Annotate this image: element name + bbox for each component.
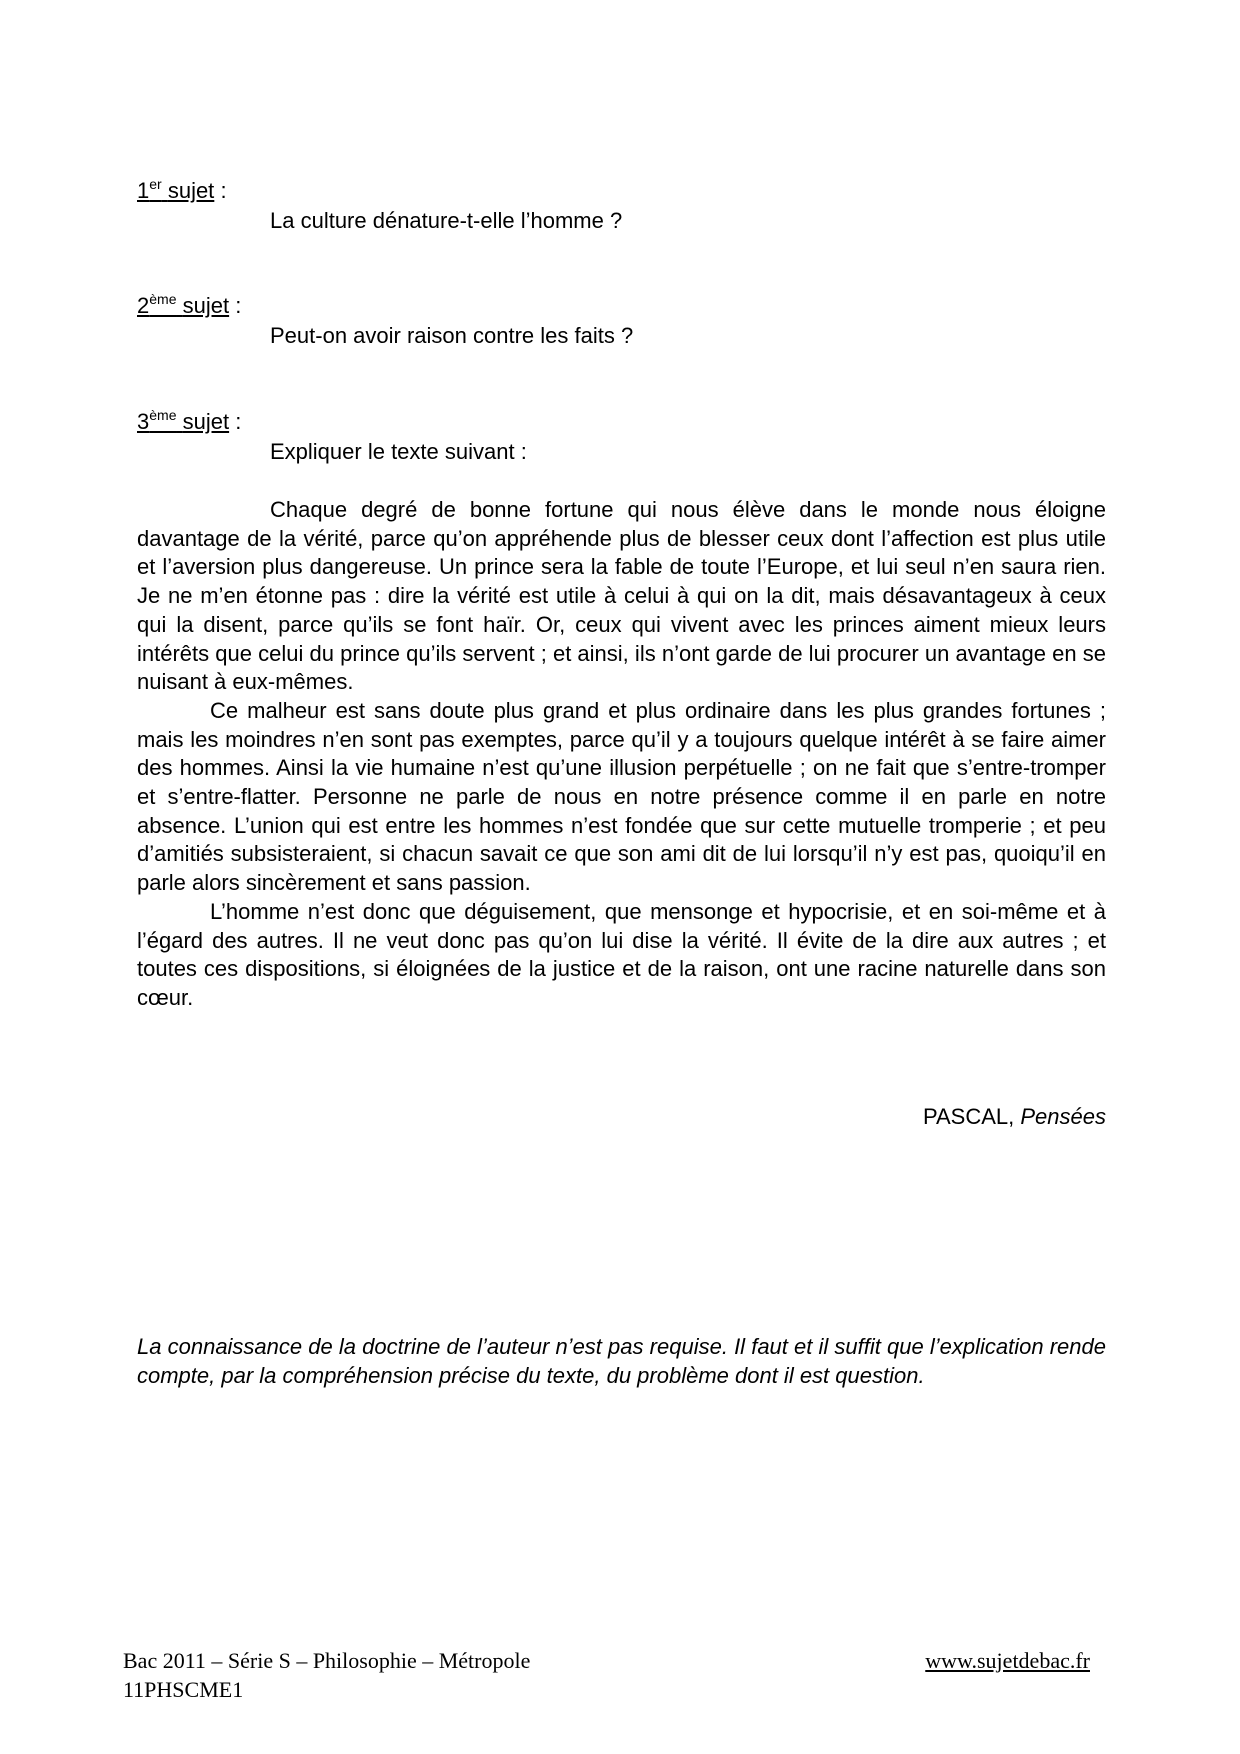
subject-1-heading <box>137 178 227 204</box>
source-separator: , <box>1008 1104 1021 1129</box>
subject-3-colon: : <box>235 409 242 434</box>
subject-3-heading <box>137 409 241 435</box>
author-name: PASCAL <box>922 1104 1009 1129</box>
subject-3-instruction: Expliquer le texte suivant : <box>270 439 527 464</box>
work-title: Pensées <box>1020 1104 1106 1129</box>
excerpt-paragraph-3: L’homme n’est donc que déguisement, que mensonge et hypocrisie, et en soi-même et à l’égard des autres. Il ne veut donc pas qu’on lui dise la vérité. Il évite de la dire aux autres ; et toutes ces dispositions, si éloignées de la justice et de la raison, ont une racine naturelle dans son cœur. <box>137 898 1106 1010</box>
subject-3-label: 3ème sujet <box>137 407 230 434</box>
subject-1-colon: : <box>220 178 227 203</box>
subject-2-colon: : <box>235 293 242 318</box>
pascal-excerpt <box>137 496 1106 1013</box>
footer-exam-title: Bac 2011 – Série S – Philosophie – Métropole <box>123 1648 531 1673</box>
subject-2-question: Peut-on avoir raison contre les faits ? <box>270 323 634 348</box>
subject-2-label: 2ème sujet <box>137 291 230 318</box>
subject-2-heading <box>137 293 241 319</box>
footer-exam-code: 11PHSCME1 <box>123 1677 244 1702</box>
exam-note: La connaissance de la doctrine de l’auteur n’est pas requise. Il faut et il suffit que l’explication rende compte, par la compréhension précise du texte, du problème dont il est question. <box>137 1334 1106 1388</box>
excerpt-paragraph-1: Chaque degré de bonne fortune qui nous élève dans le monde nous éloigne davantage de la vérité, parce qu’on appréhende plus de blesser ceux dont l’affection est plus utile et l’aversion plus dangereuse. Un prince sera la fable de toute l’Europe, et lui seul n’en saura rien. Je ne m’en étonne pas : dire la vérité est utile à celui à qui on la dit, mais désavantageux à ceux qui la disent, parce qu’ils se font haïr. Or, ceux qui vivent avec les princes aiment mieux leurs intérêts que celui du prince qu’ils servent ; et ainsi, ils n’ont garde de lui procurer un avantage en se nuisant à eux-mêmes. <box>137 497 1106 695</box>
excerpt-paragraph-2: Ce malheur est sans doute plus grand et plus ordinaire dans les plus grandes fortunes ; mais les moindres n’en sont pas exemptes, parce qu’il y a toujours quelque intérêt à se faire aimer des hommes. Ainsi la vie humaine n’est qu’une illusion perpétuelle ; on ne fait que s’entre-tromper et s’entre-flatter. Personne ne parle de nous en notre présence comme il en parle en notre absence. L’union qui est entre les hommes n’est fondée que sur cette mutuelle tromperie ; et peu d’amitiés subsisteraient, si chacun savait ce que son ami dit de lui lorsqu’il n’y est pas, quoiqu’il en parle alors sincèrement et sans passion. <box>137 697 1106 896</box>
excerpt-source <box>923 1104 1106 1130</box>
footer-website-link[interactable]: www.sujetdebac.fr <box>925 1648 1090 1673</box>
subject-1-question: La culture dénature-t-elle l’homme ? <box>270 208 623 233</box>
subject-1-label: 1er sujet <box>137 176 215 203</box>
